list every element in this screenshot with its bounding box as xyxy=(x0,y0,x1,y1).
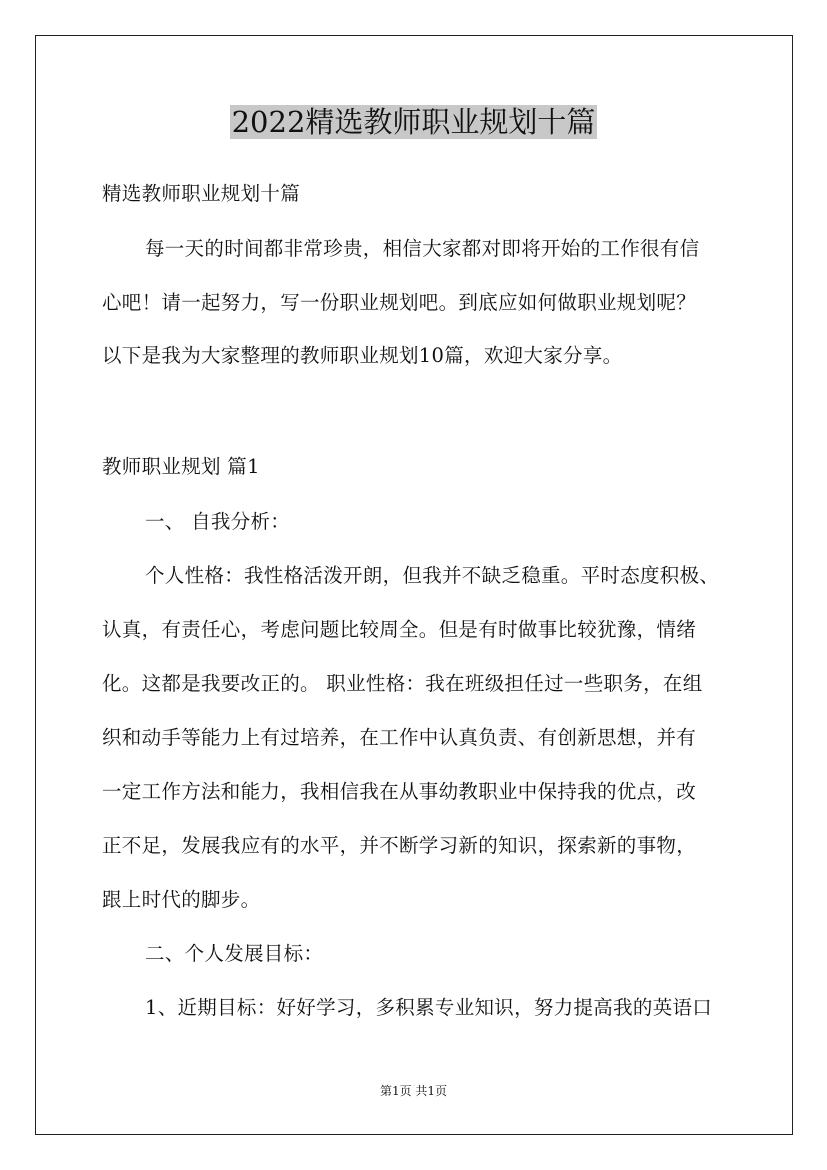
body-line: 化。这都是我要改正的。 职业性格：我在班级担任过一些职务，在组 xyxy=(102,672,703,695)
body-line: 个人性格：我性格活泼开朗，但我并不缺乏稳重。平时态度积极、 xyxy=(145,564,720,587)
page-number: 第1页 共1页 xyxy=(379,1084,448,1098)
body-line: 认真，有责任心，考虑问题比较周全。但是有时做事比较犹豫，情绪 xyxy=(102,618,697,641)
part1-heading: 一、 自我分析： xyxy=(145,510,291,533)
intro-line: 每一天的时间都非常珍贵，相信大家都对即将开始的工作很有信 xyxy=(145,237,700,260)
document-title xyxy=(0,102,827,142)
body-line: 织和动手等能力上有过培养，在工作中认真负责、有创新思想，并有 xyxy=(102,726,697,749)
body-line: 正不足，发展我应有的水平，并不断学习新的知识，探索新的事物， xyxy=(102,834,697,857)
body-line: 跟上时代的脚步。 xyxy=(102,888,261,911)
intro-line: 以下是我为大家整理的教师职业规划10篇，欢迎大家分享。 xyxy=(102,344,623,367)
body-line: 一定工作方法和能力，我相信我在从事幼教职业中保持我的优点，改 xyxy=(102,780,697,803)
document-subtitle: 精选教师职业规划十篇 xyxy=(102,182,301,205)
intro-line: 心吧！请一起努力，写一份职业规划吧。到底应如何做职业规划呢？ xyxy=(102,291,697,314)
part2-heading: 二、个人发展目标： xyxy=(145,942,324,965)
part2-item: 1、近期目标：好好学习，多积累专业知识，努力提高我的英语口 xyxy=(145,996,713,1019)
document-title-text: 2022精选教师职业规划十篇 xyxy=(231,105,596,139)
section-heading: 教师职业规划 篇1 xyxy=(102,455,260,478)
